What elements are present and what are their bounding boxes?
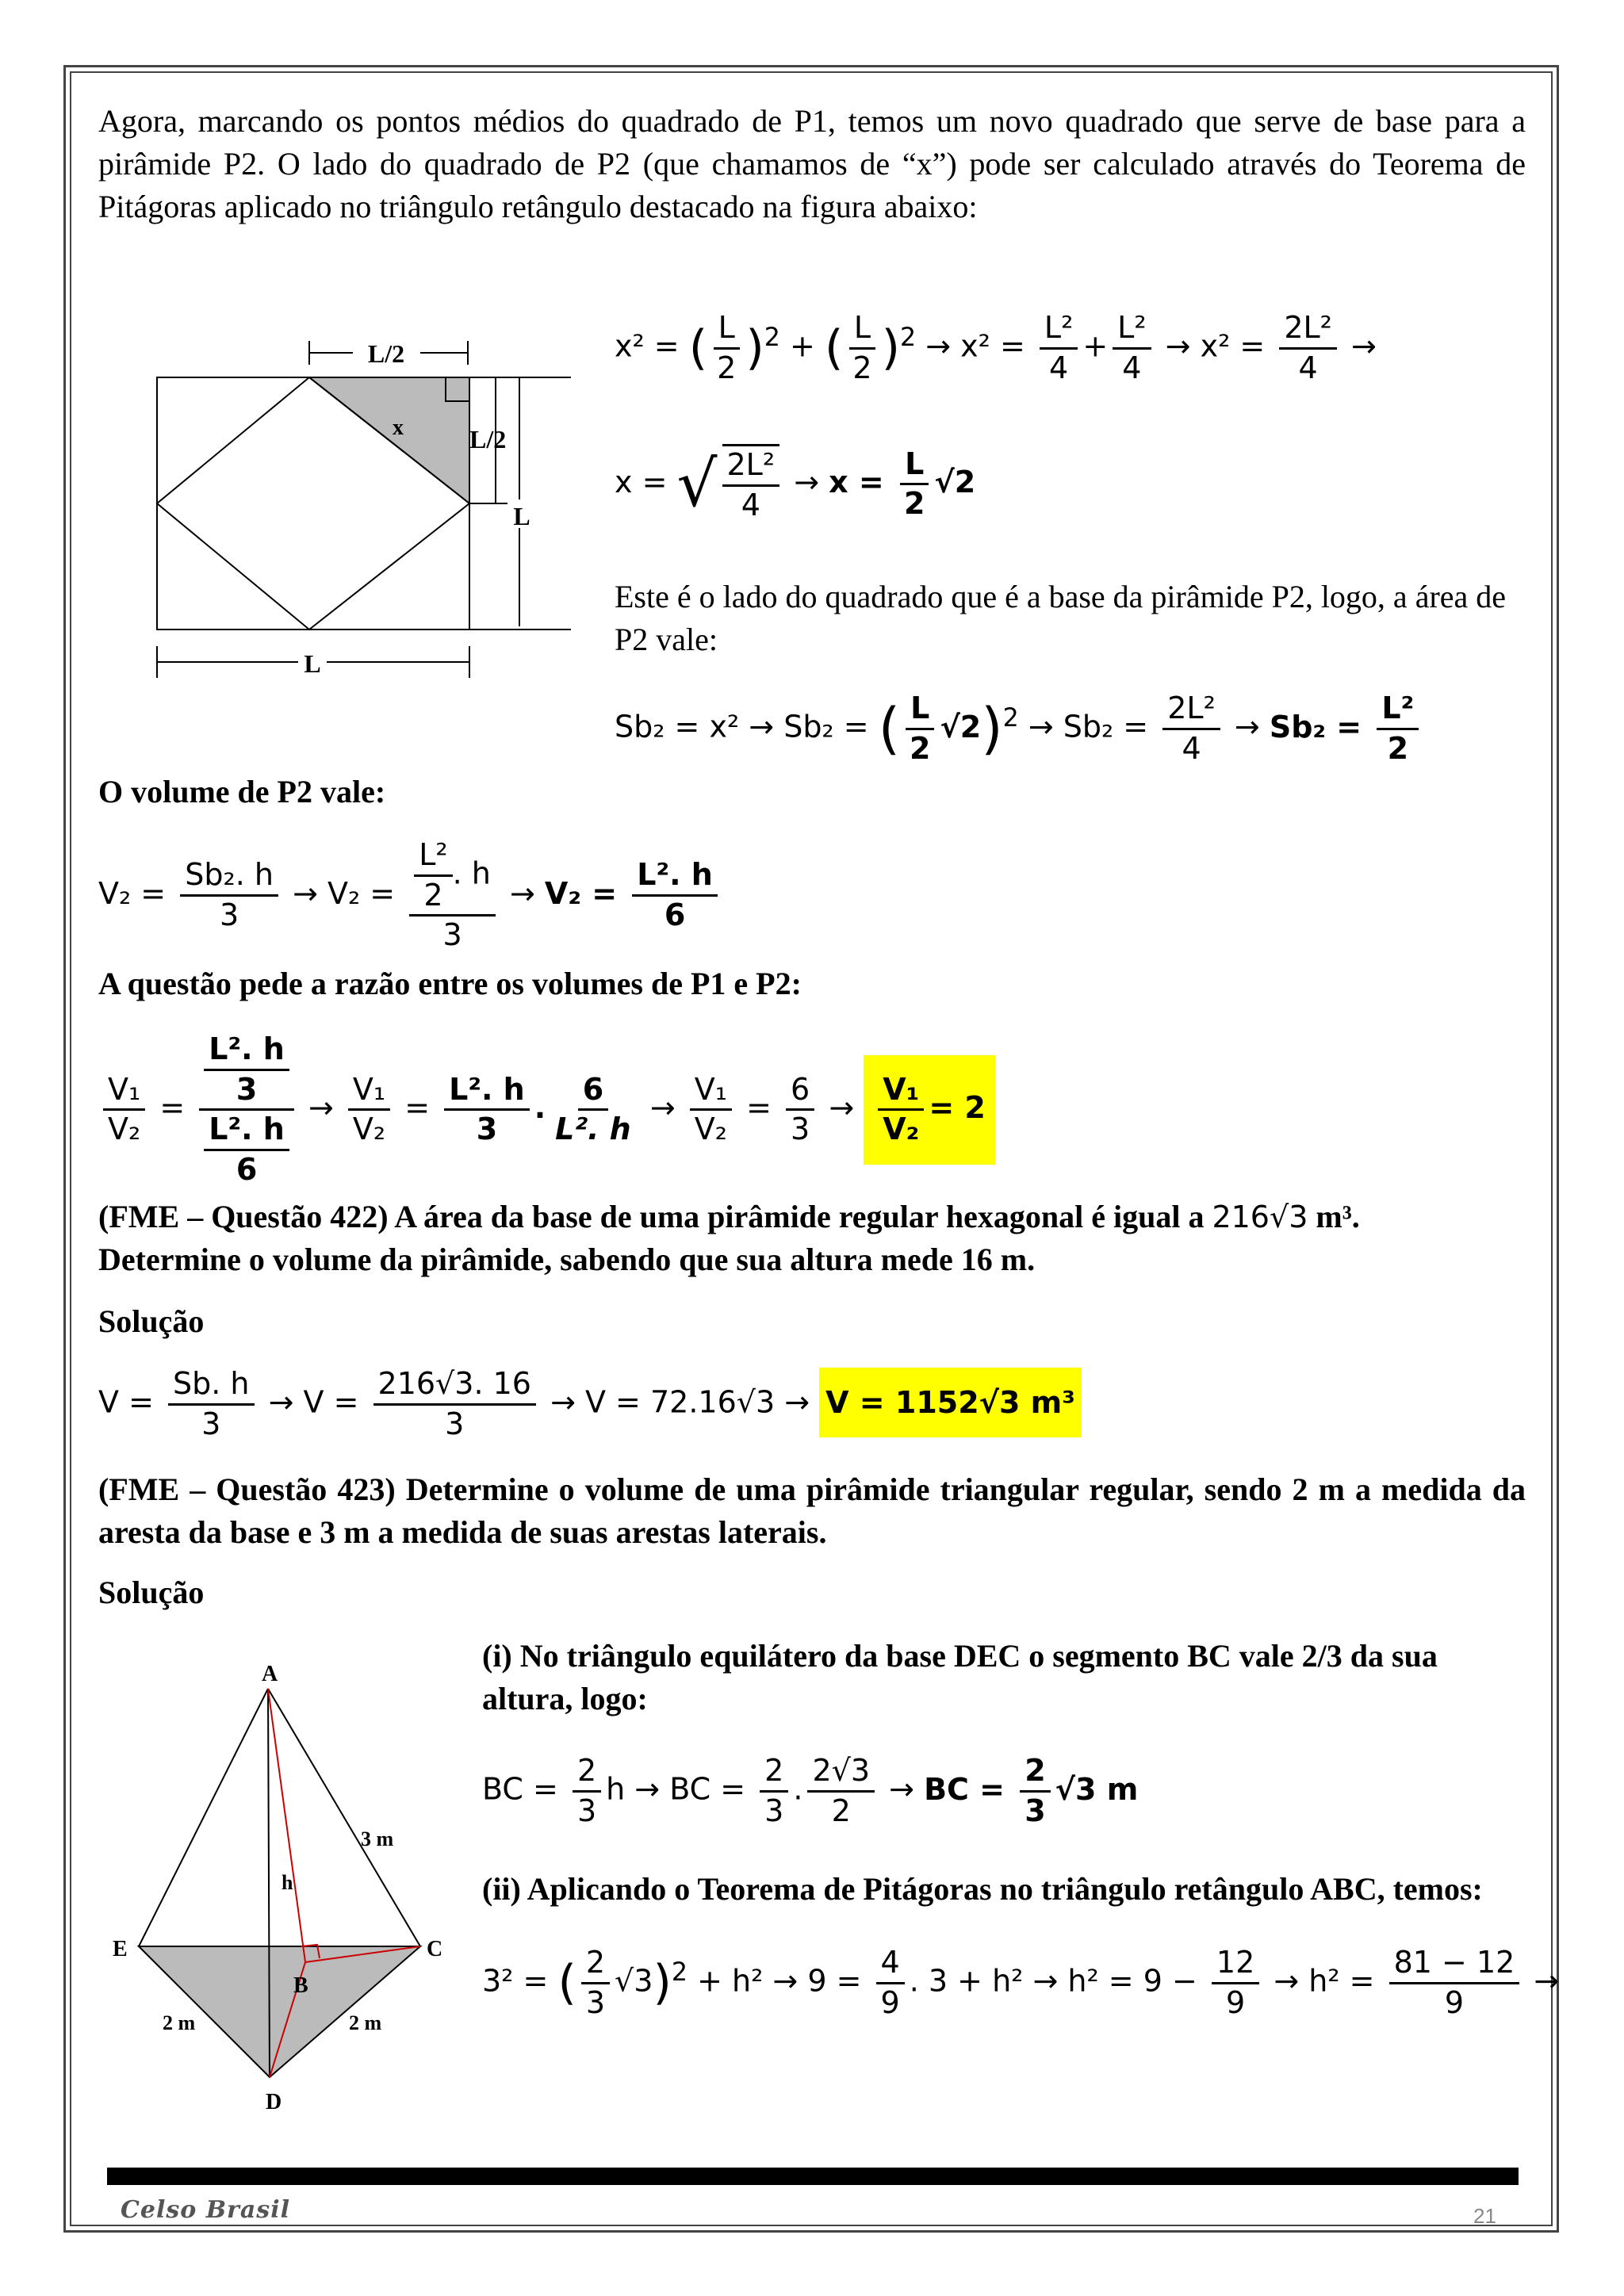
step-i: (i) No triângulo equilátero da base DEC o segmento BC vale 2/3 da sua altura, logo:	[482, 1638, 1438, 1716]
label-3m: 3 m	[361, 1827, 394, 1850]
pyramid-figure	[103, 1645, 476, 2121]
equation-volume-hex: V = $\frac{Sb. h}{3}$ → V = $\frac{216√3. 16}{3}$ → V = 72.16√3 → V = 1152√3 m³	[98, 1365, 1082, 1443]
solucao-heading-2: Solução	[98, 1575, 205, 1610]
label-right-half: L/2	[469, 425, 507, 453]
volume-result: V = 1152√3 m³	[819, 1368, 1082, 1437]
ratio-result: $\frac{\text{V₁}}{\text{V₂}}$ = 2	[864, 1055, 995, 1165]
equation-sb2: Sb₂ = x² → Sb₂ = ( $\frac{L}{2}$ √2)$^2$ → Sb₂ = $\frac{\text{2L²}}{4}$ → Sb₂ = $\frac{\text{L²}}{2}$	[615, 690, 1423, 767]
equation-ratio: $\frac{\text{V₁}}{\text{V₂}}$ = $\frac{\frac{\text{L². h}}{3}}{\frac{\text{L². h}}{6}}$ → $\frac{\text{V₁}}{\text{V₂}}$ = $\frac{\text{L². h}}{3}$ . $\frac{6}{\text{L². h}}$ → $\frac{\text{V₁}}{\text{V₂}}$ = $\frac{6}{3}$ → $\frac{\text{V₁}}{\text{V₂}}$ = 2	[98, 1031, 995, 1188]
equation-v2: V₂ = $\frac{\text{Sb₂. h}}{3}$ → V₂ = $\frac{\text{L²}}{2}$ . h 3 → V₂ = $\frac{\text{L². h}}{6}$	[98, 836, 722, 955]
footer-bar	[107, 2168, 1519, 2185]
question-423: (FME – Questão 423) Determine o volume de uma pirâmide triangular regular, sendo 2 m a medida da aresta da base e 3 m a medida de suas arestas laterais.	[98, 1471, 1526, 1550]
solucao-heading-1: Solução	[98, 1303, 205, 1339]
vertex-E: E	[113, 1937, 128, 1961]
equation-x-squared: x² = ( $\frac{L}{2}$ )$^2$ + ( $\frac{L}{2}$ )$^2$ → x² = $\frac{\text{L²}}{4}$ + $\frac{\text{L²}}{4}$ → x² = $\frac{\text{2L²}}{4}$ →	[615, 310, 1377, 385]
step-ii: (ii) Aplicando o Teorema de Pitágoras no triângulo retângulo ABC, temos:	[482, 1871, 1483, 1907]
heading-volume-p2: O volume de P2 vale:	[98, 774, 386, 809]
vertex-D: D	[266, 2090, 282, 2114]
heading-ratio: A questão pede a razão entre os volumes de P1 e P2:	[98, 966, 802, 1001]
label-2m-left: 2 m	[163, 2011, 196, 2034]
vertex-A: A	[262, 1662, 278, 1686]
vertex-B: B	[293, 1973, 308, 1998]
intro-paragraph: Agora, marcando os pontos médios do quadrado de P1, temos um novo quadrado que serve de base para a pirâmide P2. O lado do quadrado de P2 (que chamamos de “x”) pode ser calculado através do Teorema de Pitágoras aplicado no triângulo retângulo destacado na figura abaixo:	[98, 103, 1526, 224]
label-right: L	[513, 502, 530, 530]
page-number: 21	[1473, 2204, 1496, 2228]
label-top: L/2	[367, 339, 405, 368]
equation-x: x = √ $\frac{\text{2L²}}{4}$ → x = $\frac{L}{2}$ √2	[615, 444, 975, 524]
vertex-C: C	[427, 1937, 443, 1961]
label-bottom: L	[304, 649, 321, 678]
footer-author: Celso Brasil	[121, 2196, 290, 2224]
equation-pythagoras: 3² = ( $\frac{2}{3}$ √3)$^2$ + h² → 9 = $\frac{4}{9}$ . 3 + h² → h² = 9 − $\frac{12}{9}$ → h² = $\frac{81 - 12}{9}$ →	[482, 1945, 1560, 2020]
square-figure	[143, 325, 587, 682]
equation-bc: BC = $\frac{2}{3}$ h → BC = $\frac{2}{3}$ . $\frac{2√3}{2}$ → BC = $\frac{2}{3}$ √3 m	[482, 1753, 1139, 1828]
side-paragraph: Este é o lado do quadrado que é a base da pirâmide P2, logo, a área de P2 vale:	[615, 579, 1507, 657]
label-h: h	[282, 1871, 293, 1894]
label-2m-right: 2 m	[349, 2011, 382, 2034]
question-422: (FME – Questão 422) A área da base de uma pirâmide regular hexagonal é igual a 216√3 m³. Determine o volume da pirâmide, sabendo que sua altura mede 16 m.	[98, 1199, 1360, 1277]
label-x: x	[393, 415, 404, 440]
